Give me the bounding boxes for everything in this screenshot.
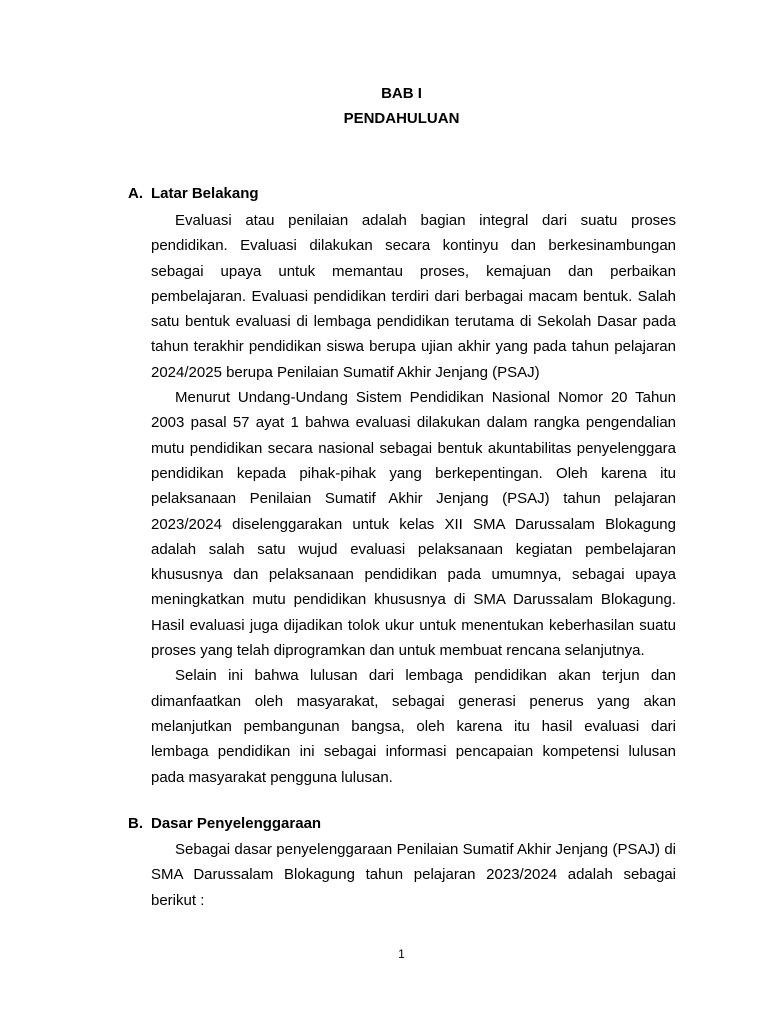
paragraph: Menurut Undang-Undang Sistem Pendidikan Nasional Nomor 20 Tahun 2003 pasal 57 ayat 1 bahwa evaluasi dilakukan dalam rangka pengendalian mutu pendidikan secara nasional sebagai bentuk akuntabilitas penyelenggara pendidikan kepada pihak-pihak yang berkepentingan. Oleh karena itu pelaksanaan Penilaian Sumatif Akhir Jenjang (PSAJ) tahun pelajaran 2023/2024 diselenggarakan untuk kelas XII SMA Darussalam Blokagung adalah salah satu wujud evaluasi pelaksanaan kegiatan pembelajaran khususnya dan pelaksanaan pendidikan pada umumnya, sebagai upaya meningkatkan mutu pendidikan khususnya di SMA Darussalam Blokagung. Hasil evaluasi juga dijadikan tolok ukur untuk menentukan keberhasilan suatu proses yang telah diprogramkan dan untuk membuat rencana selanjutnya. xyxy=(151,389,676,660)
section-heading-dasar-penyelenggaraan xyxy=(128,815,321,832)
section-letter: B. xyxy=(128,815,143,832)
section-letter: A. xyxy=(128,185,143,202)
paragraph: Selain ini bahwa lulusan dari lembaga pendidikan akan terjun dan dimanfaatkan oleh masyarakat, sebagai generasi penerus yang akan melanjutkan pembangunan bangsa, oleh karena itu hasil evaluasi dari lembaga pendidikan ini sebagai informasi pencapaian kompetensi lulusan pada masyarakat pengguna lulusan. xyxy=(151,667,676,786)
page-number: 1 xyxy=(398,947,405,961)
section-body-dasar-penyelenggaraan xyxy=(151,837,676,913)
section-heading-latar-belakang xyxy=(128,185,259,202)
section-title: Latar Belakang xyxy=(151,185,259,202)
section-body-latar-belakang xyxy=(151,208,676,790)
paragraph: Evaluasi atau penilaian adalah bagian integral dari suatu proses pendidikan. Evaluasi dilakukan secara kontinyu dan berkesinambungan sebagai upaya untuk memantau proses, kemajuan dan perbaikan pembelajaran. Evaluasi pendidikan terdiri dari berbagai macam bentuk. Salah satu bentuk evaluasi di lembaga pendidikan terutama di Sekolah Dasar pada tahun terakhir pendidikan siswa berupa ujian akhir yang pada tahun pelajaran 2024/2025 berupa Penilaian Sumatif Akhir Jenjang (PSAJ) xyxy=(151,212,676,381)
chapter-number: BAB I xyxy=(381,85,422,102)
section-title: Dasar Penyelenggaraan xyxy=(151,815,322,832)
paragraph: Sebagai dasar penyelenggaraan Penilaian Sumatif Akhir Jenjang (PSAJ) di SMA Darussalam Blokagung tahun pelajaran 2023/2024 adalah sebagai berikut : xyxy=(151,841,676,909)
chapter-title: PENDAHULUAN xyxy=(343,110,460,127)
